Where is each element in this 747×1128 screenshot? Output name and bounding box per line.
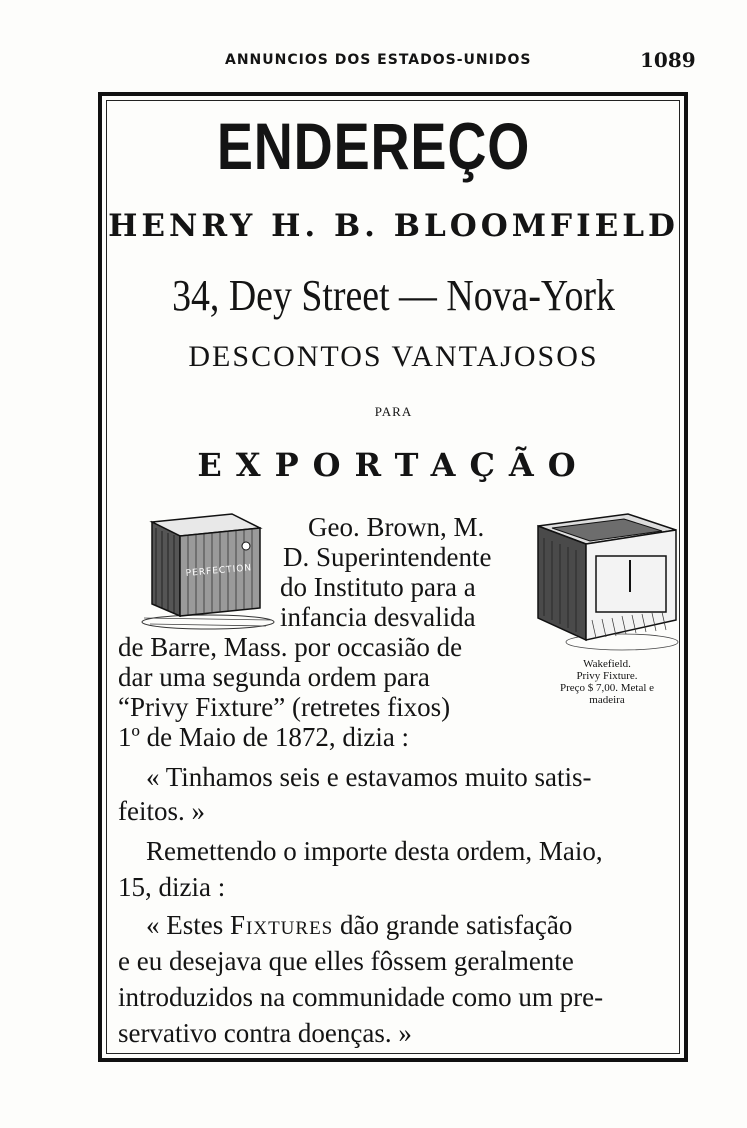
body-line: D. Superintendente [283, 542, 492, 572]
illustration-caption-product: Privy Fixture. [576, 670, 638, 682]
body-line-emphasis: Fixtures [230, 910, 334, 940]
body-line-part: dão grande satisfação [340, 910, 573, 940]
illustration-caption-name: Wakefield. [583, 658, 631, 670]
preposition-line: PARA [374, 404, 413, 419]
discounts-line: DESCONTOS VANTAJOSOS [188, 340, 599, 373]
export-line: EXPORTAÇÃO [197, 446, 590, 484]
box-privy-fixture-icon [140, 510, 275, 630]
body-line: dar uma segunda ordem para [118, 662, 430, 692]
body-line: infancia desvalida [280, 602, 476, 632]
illustration-caption-material: madeira [589, 694, 625, 706]
page-number: 1089 [640, 48, 696, 72]
body-line: feitos. » [118, 796, 205, 826]
body-line: do Instituto para a [280, 572, 476, 602]
body-line: e eu desejava que elles fôssem geralmente [118, 946, 574, 976]
body-line: servativo contra doenças. » [118, 1018, 412, 1048]
body-line: 15, dizia : [118, 872, 226, 902]
illustration-caption-price: Preço $ 7,00. Metal e [559, 682, 655, 694]
body-line: « Tinhamos seis e estavamos muito satis- [146, 762, 592, 792]
advertiser-name: HENRY H. B. BLOOMFIELD [108, 208, 679, 244]
body-line: 1º de Maio de 1872, dizia : [118, 722, 410, 752]
body-line: Remettendo o importe desta ordem, Maio, [146, 836, 603, 866]
body-line-part: « Estes [146, 910, 224, 940]
box-brand-label: PERFECTION [185, 563, 253, 579]
advertiser-address: 34, Dey Street — Nova-York [172, 271, 615, 320]
body-line: “Privy Fixture” (retretes fixos) [118, 692, 451, 722]
body-line: Geo. Brown, M. [308, 512, 485, 542]
privy-fixture-icon [532, 508, 680, 653]
body-line [146, 910, 572, 942]
running-head-title: ANNUNCIOS DOS ESTADOS-UNIDOS [225, 52, 532, 68]
body-line: de Barre, Mass. por occasião de [118, 632, 463, 662]
body-line: introduzidos na communidade como um pre- [118, 982, 604, 1012]
ad-heading: ENDEREÇO [216, 109, 531, 183]
